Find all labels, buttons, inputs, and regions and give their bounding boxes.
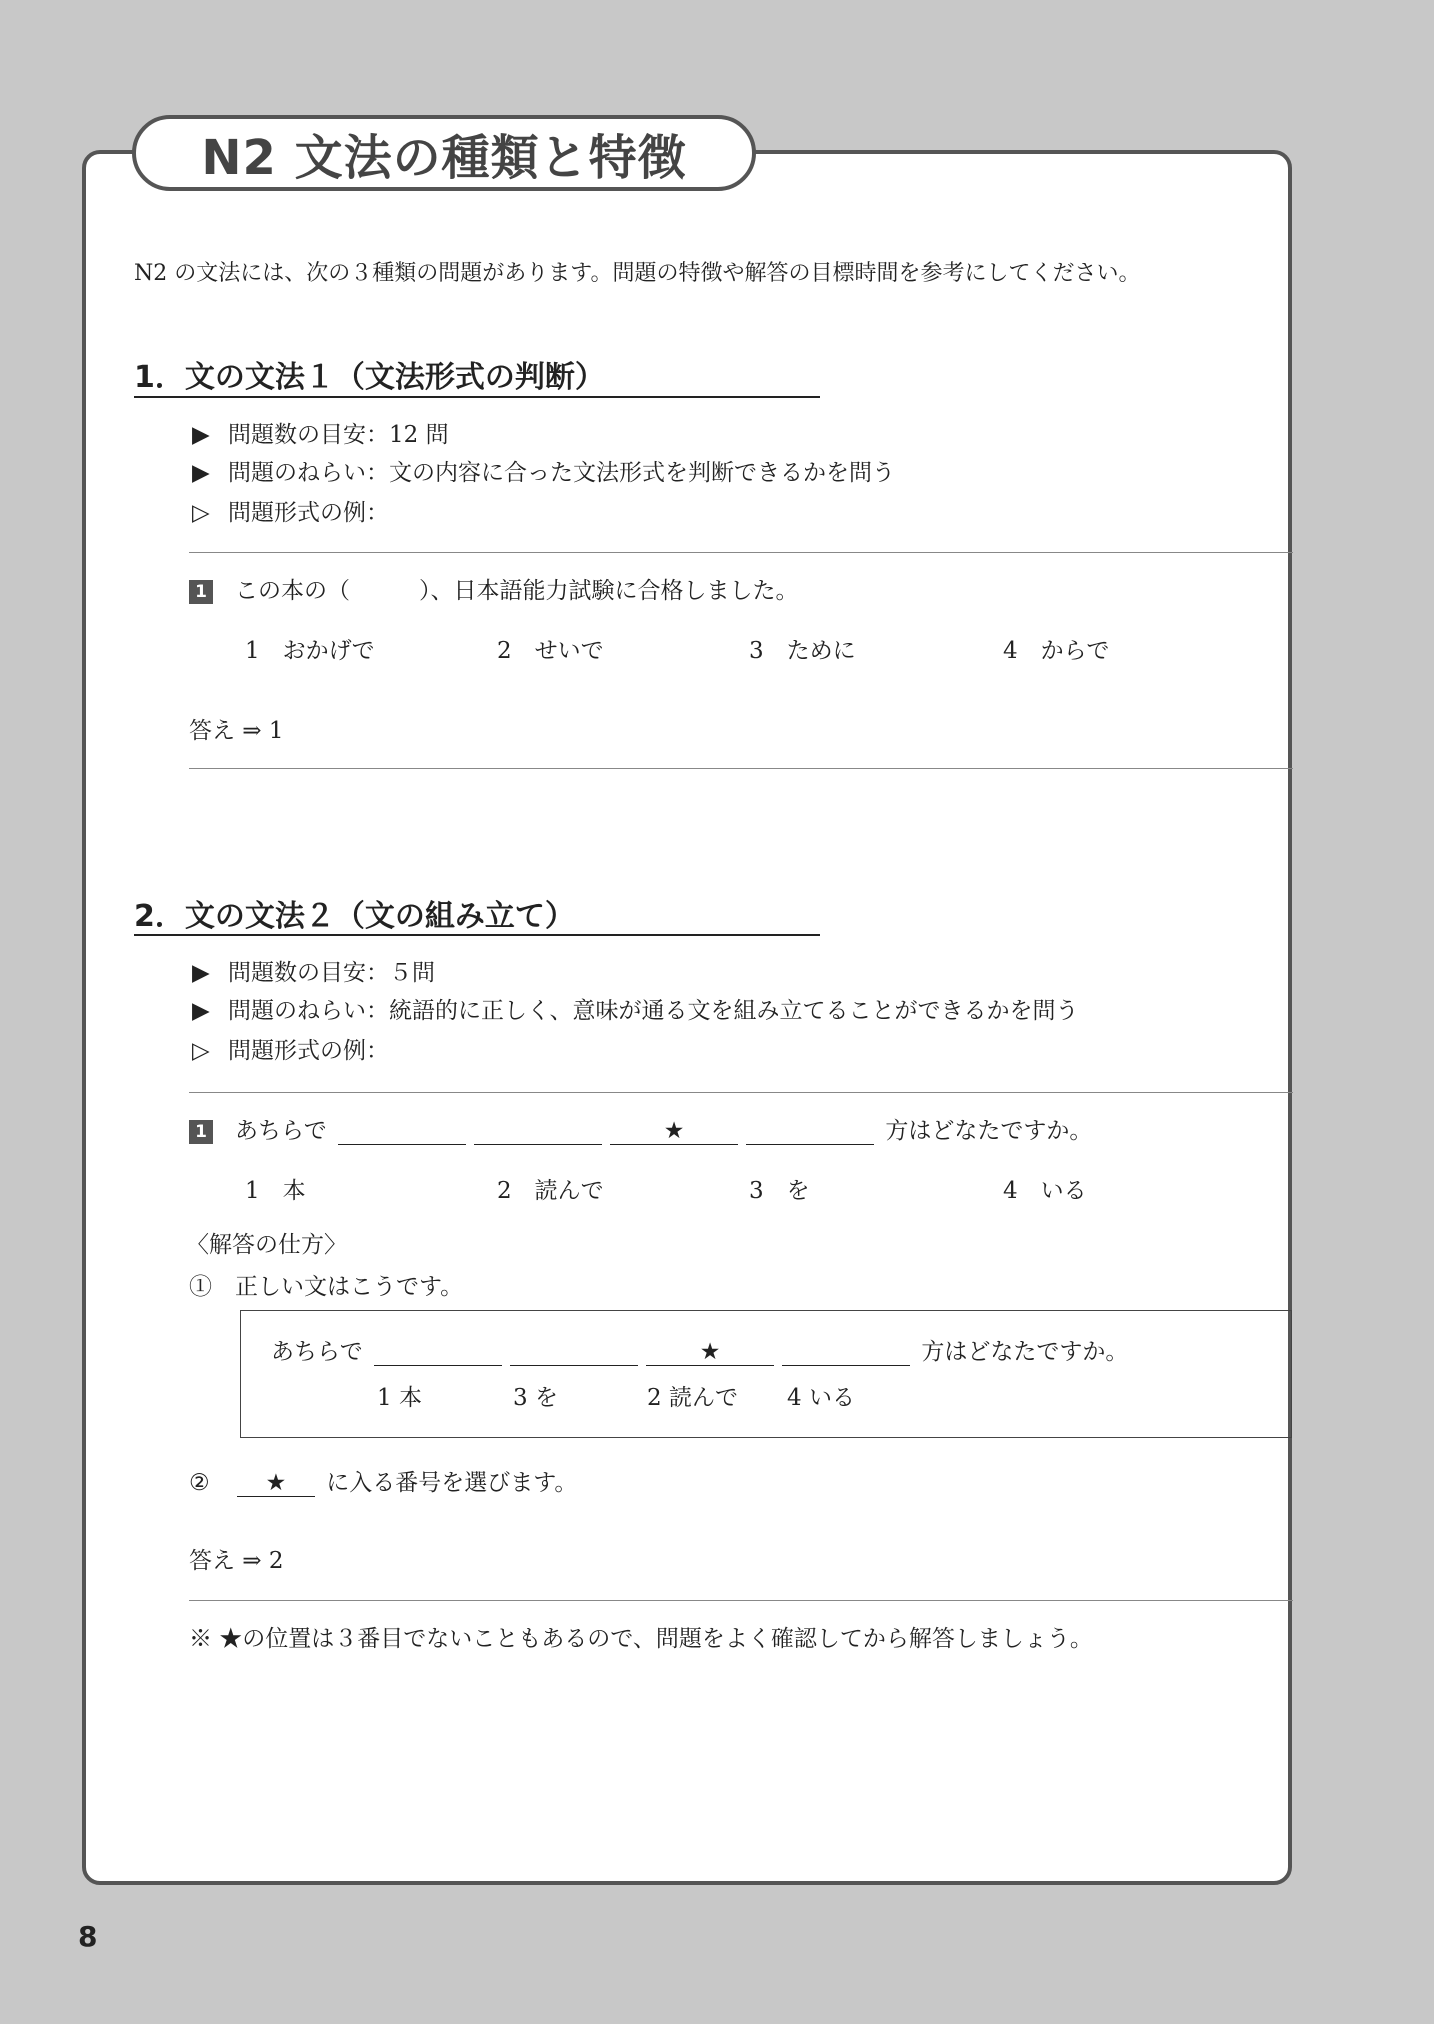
- note-text: ※ ★の位置は３番目でないこともあるので、問題をよく確認してから解答しましょう。: [189, 1626, 1093, 1652]
- bullet-marker: ▶: [192, 422, 210, 448]
- section1-answer: 答え ⇒ 1: [189, 718, 284, 744]
- divider: [189, 552, 1293, 553]
- bullet-text: 問題数の目安：12 問: [228, 422, 449, 448]
- bullet-text: 問題形式の例：: [228, 500, 389, 526]
- bullet-marker: ▶: [192, 960, 210, 986]
- bullet-text: 問題のねらい：文の内容に合った文法形式を判断できるかを問う: [228, 460, 895, 486]
- choice-3: 3 を: [749, 1178, 810, 1204]
- answer-blank: [474, 1118, 602, 1145]
- box-blank: [374, 1339, 502, 1366]
- box-sentence: [271, 1333, 1128, 1366]
- section1-bullet: [192, 416, 449, 449]
- bullet-text: 問題数の目安：５問: [228, 960, 435, 986]
- star-blank: ★: [237, 1470, 315, 1497]
- step-1: ① 正しい文はこうです。: [189, 1274, 464, 1300]
- section1-rule: [134, 396, 820, 398]
- step-2: [189, 1464, 577, 1497]
- section1-bullet: [192, 454, 895, 487]
- title-banner: [132, 115, 756, 191]
- answer-blank: [338, 1118, 466, 1145]
- intro-text: N2 の文法には、次の３種類の問題があります。問題の特徴や解答の目標時間を参考にしてください。: [134, 261, 1141, 286]
- page-number: 8: [78, 1920, 98, 1953]
- method-label: 〈解答の仕方〉: [186, 1232, 347, 1258]
- page-title: N2 文法の種類と特徴: [201, 129, 687, 186]
- section2-question: [189, 1112, 1092, 1145]
- box-blank: [782, 1339, 910, 1366]
- step-2-text: に入る番号を選びます。: [326, 1470, 578, 1496]
- divider: [189, 768, 1293, 769]
- question-prefix: あちらで: [235, 1118, 327, 1144]
- choice-3: 3 ために: [749, 638, 856, 664]
- box-order-1: 1 本: [377, 1385, 422, 1411]
- section2-bullet: [192, 992, 1079, 1025]
- step-2-number: ②: [189, 1470, 210, 1496]
- choice-1: 1 本: [245, 1178, 306, 1204]
- box-blank: [510, 1339, 638, 1366]
- section2-bullet: [192, 954, 435, 987]
- box-prefix: あちらで: [271, 1339, 363, 1365]
- bullet-marker: ▶: [192, 998, 210, 1024]
- choice-2: 2 せいで: [497, 638, 604, 664]
- bullet-text: 問題形式の例：: [228, 1038, 389, 1064]
- bullet-marker: ▷: [192, 500, 210, 526]
- box-blank-star: ★: [646, 1339, 774, 1366]
- choice-4: 4 いる: [1003, 1178, 1087, 1204]
- divider: [189, 1092, 1293, 1093]
- question-text: この本の（ ）、日本語能力試験に合格しました。: [235, 578, 799, 604]
- section1-heading: 1．文の文法１（文法形式の判断）: [134, 360, 605, 395]
- question-number-badge: 1: [189, 1120, 213, 1144]
- answer-blank: [746, 1118, 874, 1145]
- bullet-marker: ▶: [192, 460, 210, 486]
- divider: [189, 1600, 1293, 1601]
- question-number-badge: 1: [189, 580, 213, 604]
- bullet-text: 問題のねらい：統語的に正しく、意味が通る文を組み立てることができるかを問う: [228, 998, 1079, 1024]
- answer-blank-star: ★: [610, 1118, 738, 1145]
- section1-bullet: [192, 494, 389, 527]
- bullet-marker: ▷: [192, 1038, 210, 1064]
- example-answer-box: [240, 1310, 1292, 1438]
- question-suffix: 方はどなたですか。: [885, 1118, 1093, 1144]
- box-order-3: 2 読んで: [647, 1385, 738, 1411]
- section2-answer: 答え ⇒ 2: [189, 1548, 284, 1574]
- box-order-4: 4 いる: [787, 1385, 855, 1411]
- section2-rule: [134, 934, 820, 936]
- section2-heading: 2．文の文法２（文の組み立て）: [134, 899, 575, 934]
- section1-question: [189, 572, 799, 605]
- choice-1: 1 おかげで: [245, 638, 375, 664]
- box-suffix: 方はどなたですか。: [921, 1339, 1129, 1365]
- choice-2: 2 読んで: [497, 1178, 604, 1204]
- section2-bullet: [192, 1032, 389, 1065]
- choice-4: 4 からで: [1003, 638, 1110, 664]
- box-order-2: 3 を: [513, 1385, 558, 1411]
